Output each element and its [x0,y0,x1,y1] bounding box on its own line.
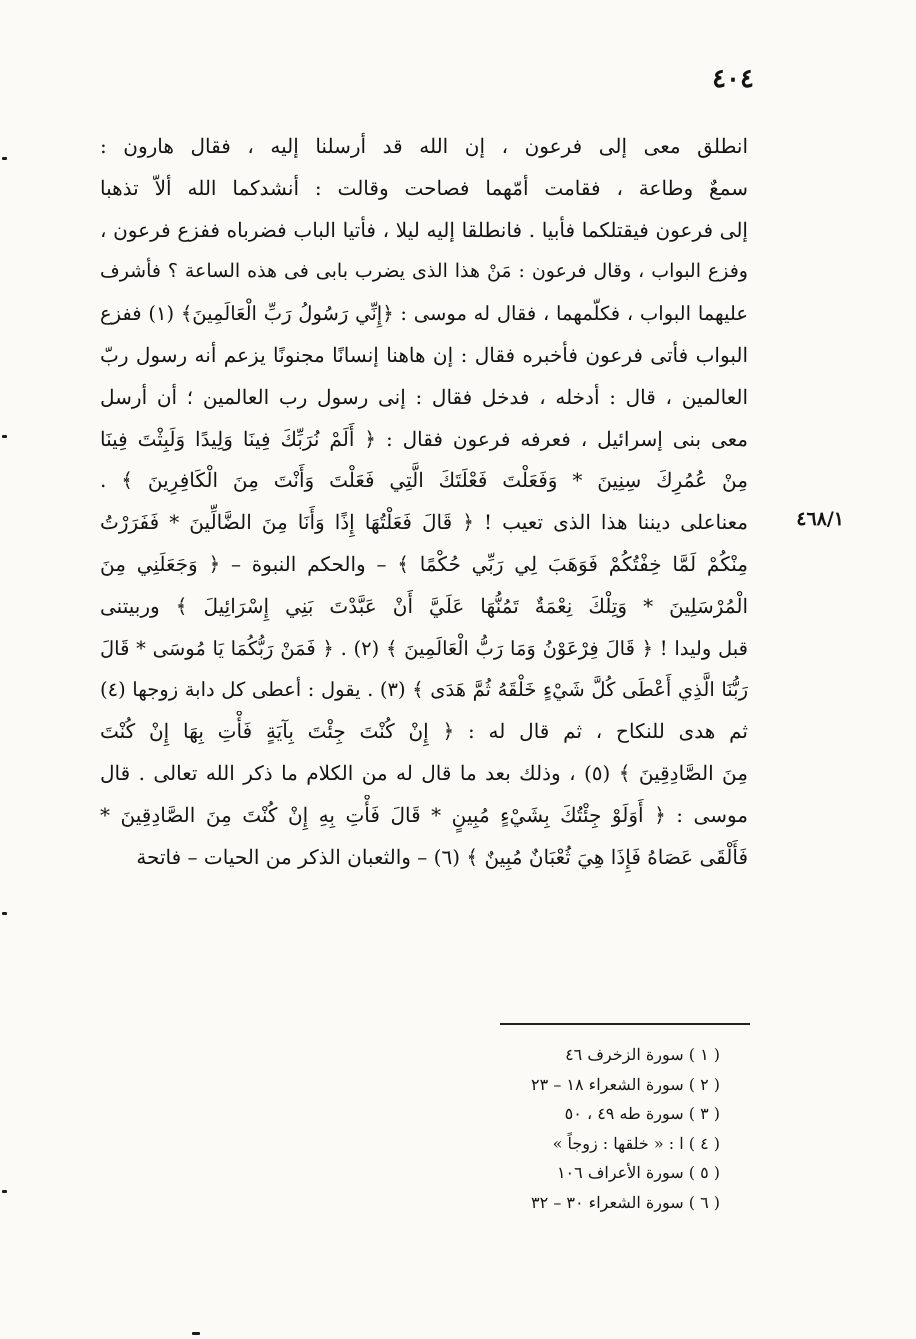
text-line: معناعلى ديننا هذا الذى تعيب ! ﴿ قَالَ فَعَلْتُهَا إِذًا وَأَنَا مِنَ الضَّالِّينَ * فَفَرَرْتُ [100,510,748,535]
scan-mark [2,435,7,438]
text-line: رَبُّنَا الَّذِي أَعْطَى كُلَّ شَيْءٍ خَلْقَهُ ثُمَّ هَدَى ﴾ (٣) . يقول : أعطى كل دابة زوجها (٤) [100,678,748,702]
footnote: ( ٥ ) سورة الأعراف ١٠٦ [556,1163,720,1182]
scan-mark [2,1190,7,1193]
scan-mark [2,157,7,160]
footnotes [420,1040,720,1217]
page-number: ٤٠٤ [712,64,754,94]
text-line: البواب فأتى فرعون فأخبره فقال : إن هاهنا إنسانًا مجنونًا يزعم أنه رسول ربّ [100,342,748,367]
text-line: سمعٌ وطاعة ، فقامت أمّهما فصاحت وقالت : أنشدكما الله ألاّ تذهبا [100,175,748,200]
footnote: ( ٢ ) سورة الشعراء ١٨ – ٢٣ [531,1074,720,1094]
text-line: انطلق معى إلى فرعون ، إن الله قد أرسلنا إليه ، فقال هارون : [100,134,748,158]
footnote: ( ٦ ) سورة الشعراء ٣٠ – ٣٢ [531,1192,720,1212]
main-text [100,126,748,878]
text-line: مِنْ عُمُرِكَ سِنِينَ * وَفَعَلْتَ فَعْلَتَكَ الَّتِي فَعَلْتَ وَأَنْتَ مِنَ الْكَافِرِينَ ﴾ . [100,468,748,493]
text-line: قبل وليدا ! ﴿ قَالَ فِرْعَوْنُ وَمَا رَبُّ الْعَالَمِينَ ﴾ (٢) . ﴿ فَمَنْ رَبُّكُمَا يَا مُوسَى * قَالَ [100,636,748,660]
text-line: مِنْكُمْ لَمَّا خِفْتُكُمْ فَوَهَبَ لِي رَبِّي حُكْمًا ﴾ – والحكم النبوة – ﴿ وَجَعَلَنِي مِنَ [100,551,748,576]
footnote: ( ١ ) سورة الزخرف ٤٦ [565,1045,720,1064]
text-line: إلى فرعون فيقتلكما فأبيا . فانطلقا إليه ليلا ، فأتيا الباب فضرباه ففزع فرعون ، [100,217,748,242]
footnote: ( ٣ ) سورة طه ٤٩ ، ٥٠ [564,1104,720,1123]
text-line: عليهما البواب ، فكلّمهما ، فقال له موسى : ﴿إِنِّي رَسُولُ رَبِّ الْعَالَمِينَ﴾ (١) ففزع [100,302,748,326]
scan-mark [2,912,7,915]
text-line: معى بنى إسرائيل ، فعرفه فرعون فقال : ﴿ أَلَمْ نُرَبِّكَ فِينَا وَلِيدًا وَلَبِثْتَ فِينَا [100,426,748,451]
text-line: موسى : ﴿ أَوَلَوْ جِئْتُكَ بِشَيْءٍ مُبِينٍ * قَالَ فَأْتِ بِهِ إِنْ كُنْتَ مِنَ الصَّادِقِينَ * [100,802,748,827]
text-line: ثم هدى للنكاح ، ثم قال له : ﴿ إِنْ كُنْتَ جِئْتَ بِآيَةٍ فَأْتِ بِهَا إِنْ كُنْتَ [100,719,748,744]
footnote-divider [500,1023,750,1025]
text-line: مِنَ الصَّادِقِينَ ﴾ (٥) ، وذلك بعد ما قال له من الكلام ما ذكر الله تعالى . قال [100,760,748,785]
text-line: العالمين ، قال : أدخله ، فدخل فقال : إنى رسول رب العالمين ؛ أن أرسل [100,384,748,409]
text-line: الْمُرْسَلِينَ * وَتِلْكَ نِعْمَةٌ تَمُنُّهَا عَلَيَّ أَنْ عَبَّدْتَ بَنِي إِسْرَائِيلَ ﴾ وربيتنى [100,593,748,618]
text-line: وفزع البواب ، وقال فرعون : مَنْ هذا الذى يضرب بابى فى هذه الساعة ؟ فأشرف [100,260,748,283]
scan-mark [192,1332,200,1335]
footnote: ( ٤ ) ا : « خلقها : زوجاً » [552,1133,720,1153]
margin-reference: ٤٦٨/١ [796,508,844,530]
text-line: فَأَلْقَى عَصَاهُ فَإِذَا هِيَ ثُعْبَانٌ مُبِينٌ ﴾ (٦) – والثعبان الذكر من الحيات – فاتحة [136,844,748,869]
